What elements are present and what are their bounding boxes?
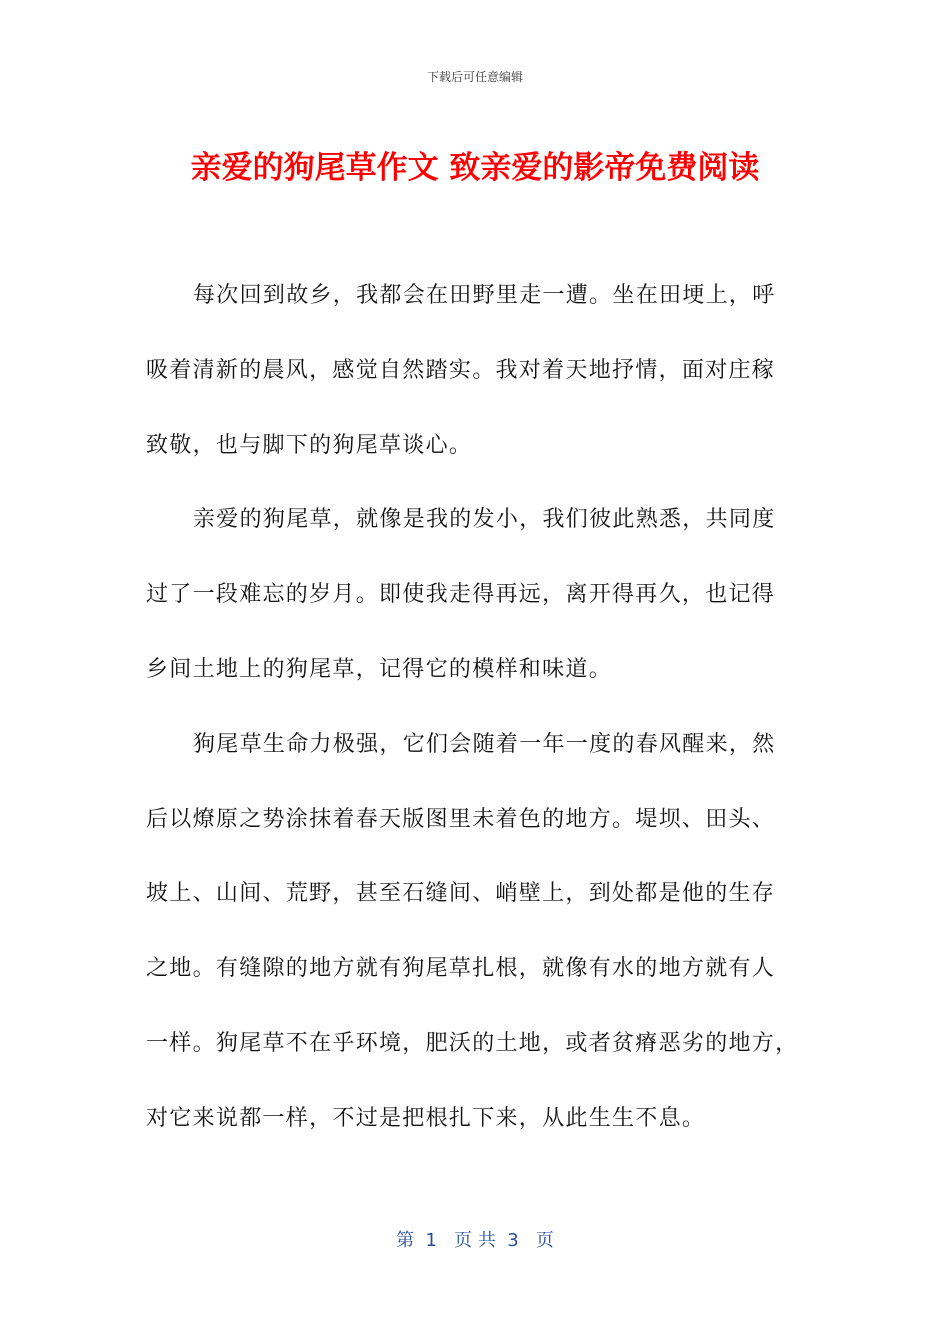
page-number-footer: 第 1 页 共 3 页 xyxy=(396,1230,554,1251)
document-body xyxy=(146,272,806,1170)
paragraph-1-line-3: 致敬，也与脚下的狗尾草谈心。 xyxy=(146,432,473,458)
paragraph-3-line-5: 一样。狗尾草不在乎环境，肥沃的土地，或者贫瘠恶劣的地方， xyxy=(146,1030,799,1056)
document-title: 亲爱的狗尾草作文 致亲爱的影帝免费阅读 xyxy=(190,150,760,186)
paragraph-3-line-6: 对它来说都一样，不过是把根扎下来，从此生生不息。 xyxy=(146,1105,706,1131)
paragraph-2-line-1: 亲爱的狗尾草，就像是我的发小，我们彼此熟悉，共同度 xyxy=(193,507,776,533)
paragraph-2-line-2: 过了一段难忘的岁月。即使我走得再远，离开得再久，也记得 xyxy=(146,582,776,608)
paragraph-3-line-3: 坡上、山间、荒野，甚至石缝间、峭壁上，到处都是他的生存 xyxy=(146,881,776,907)
paragraph-1-line-2: 吸着清新的晨风，感觉自然踏实。我对着天地抒情，面对庄稼 xyxy=(146,357,776,383)
header-note: 下载后可任意编辑 xyxy=(426,70,523,84)
paragraph-3-line-1: 狗尾草生命力极强，它们会随着一年一度的春风醒来，然 xyxy=(193,731,776,757)
paragraph-2-line-3: 乡间土地上的狗尾草，记得它的模样和味道。 xyxy=(146,656,613,682)
paragraph-3-line-4: 之地。有缝隙的地方就有狗尾草扎根，就像有水的地方就有人 xyxy=(146,956,776,982)
paragraph-1-line-1: 每次回到故乡，我都会在田野里走一遭。坐在田埂上，呼 xyxy=(193,283,776,308)
paragraph-3-line-2: 后以燎原之势涂抹着春天版图里未着色的地方。堤坝、田头、 xyxy=(146,806,776,832)
